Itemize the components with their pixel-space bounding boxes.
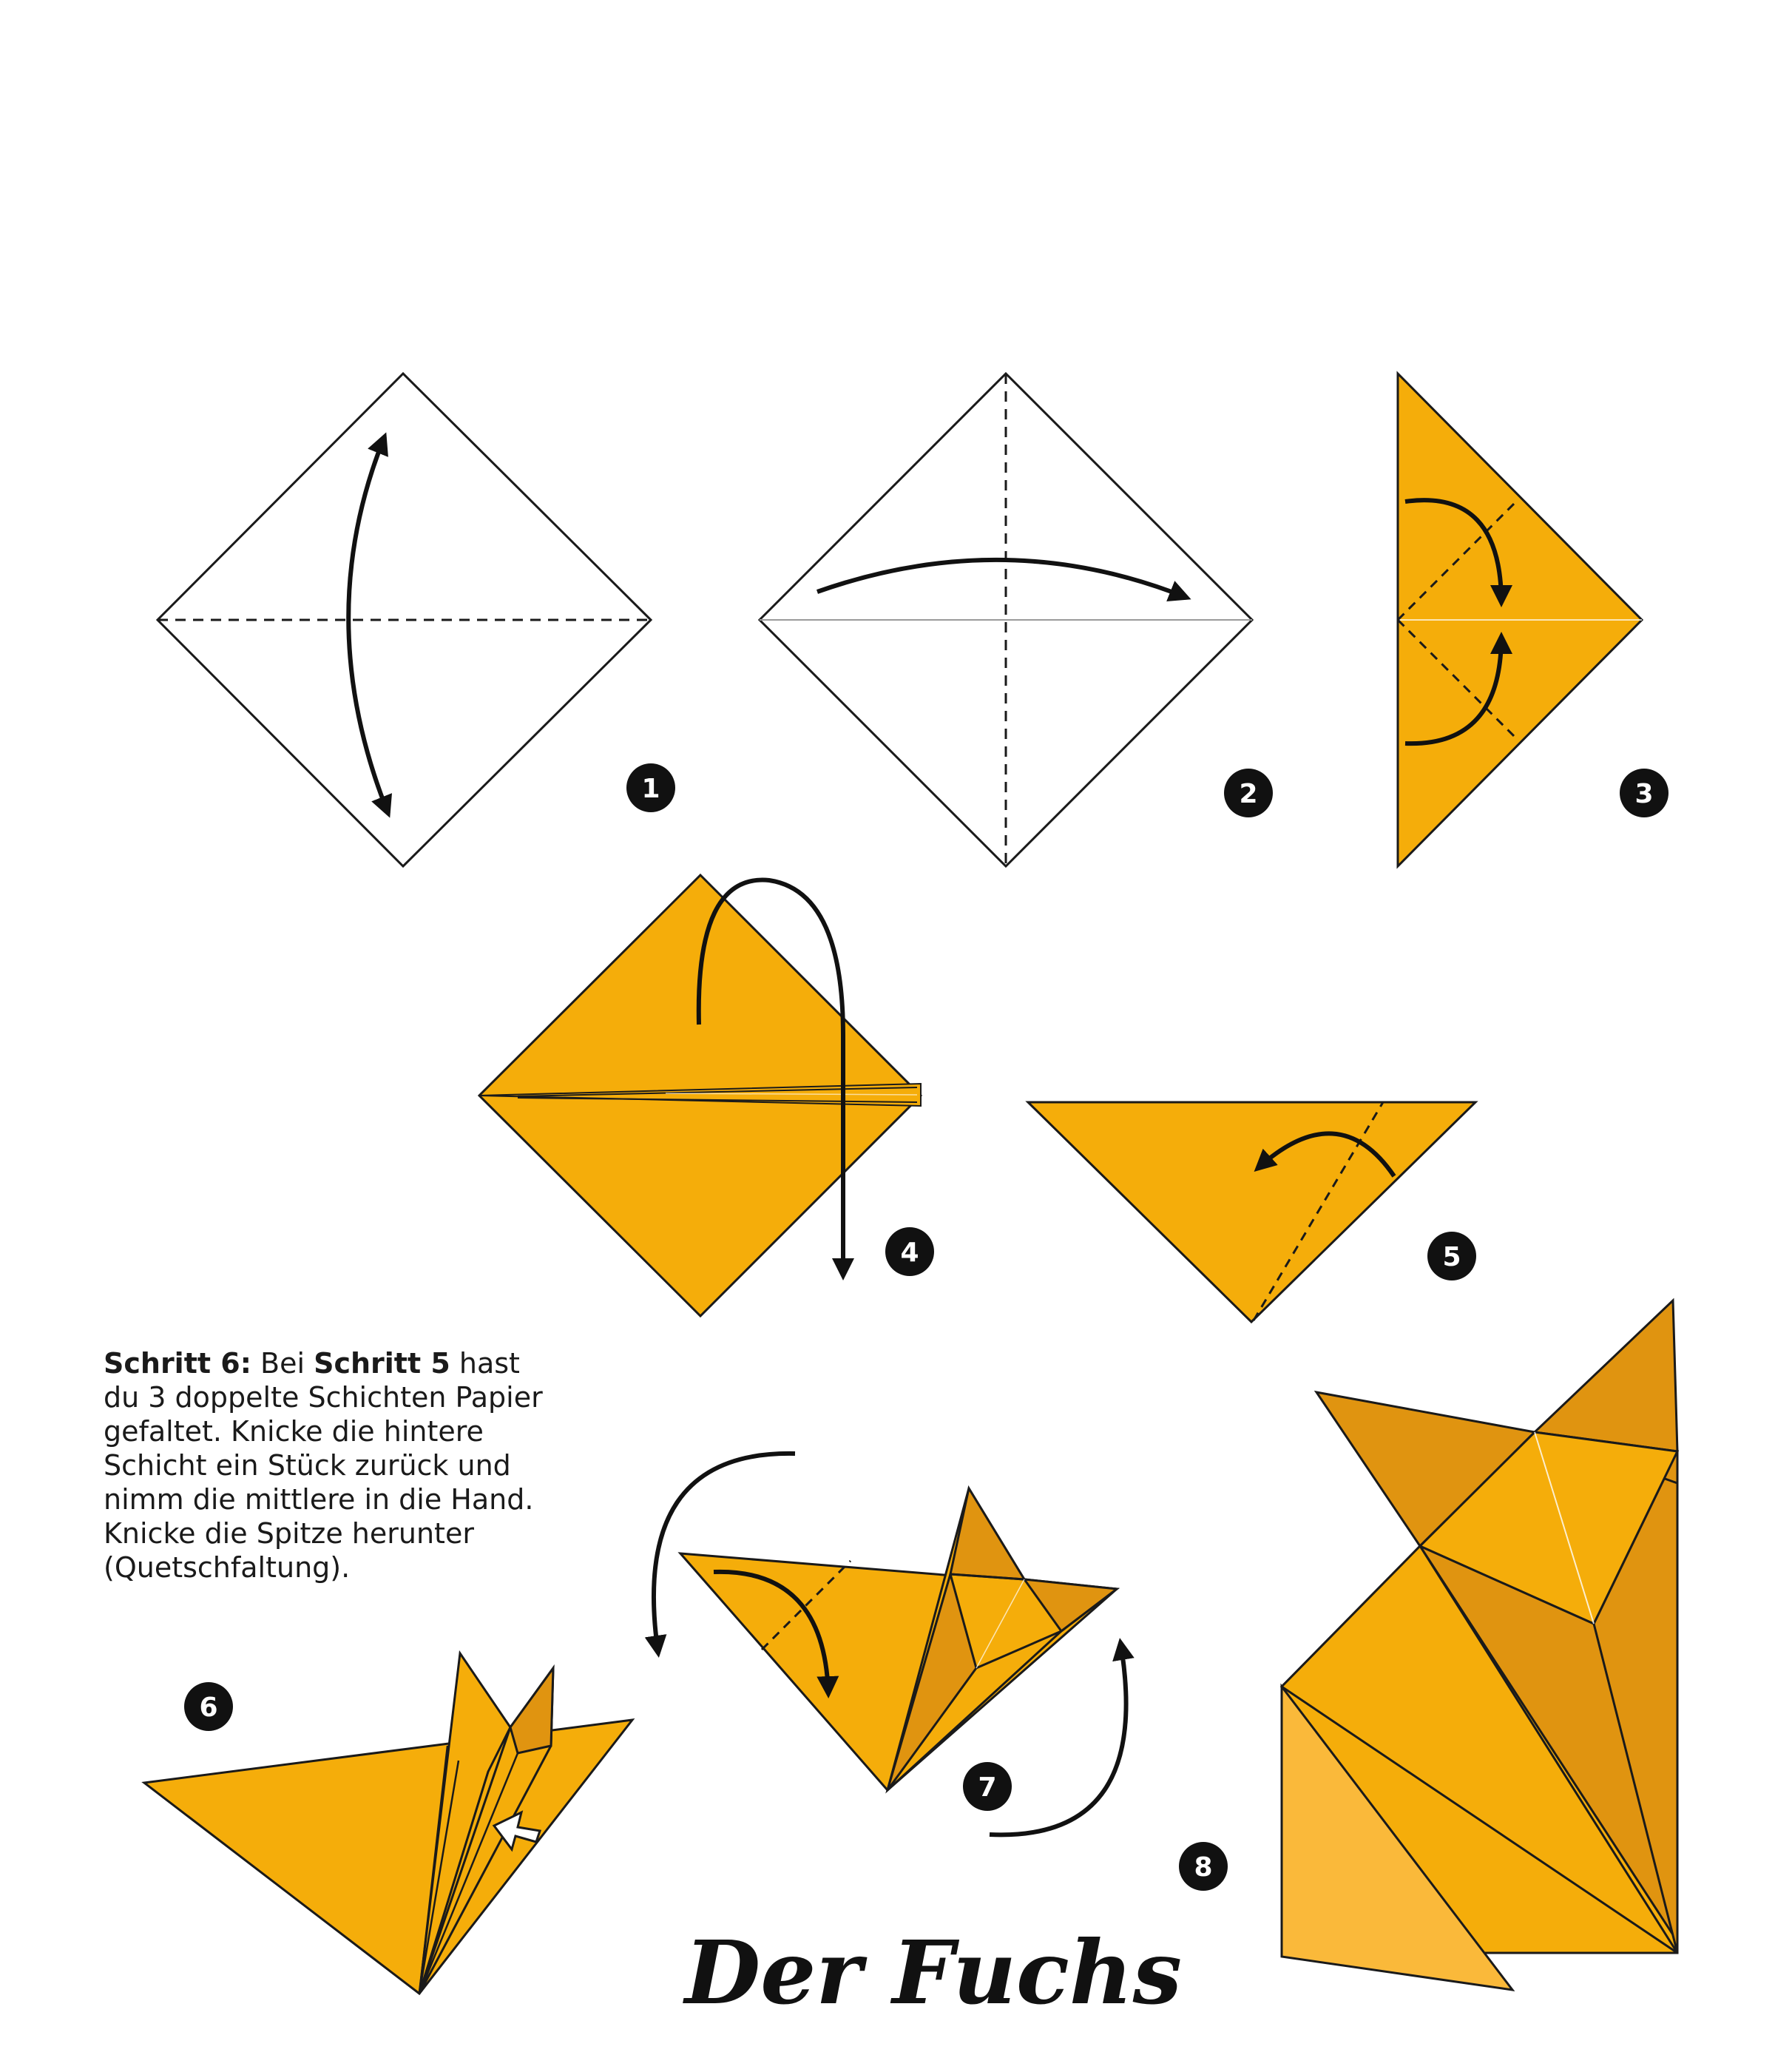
step-number-4: 4 — [900, 1238, 919, 1268]
step-7-figure — [654, 1454, 1126, 1835]
step-number-5: 5 — [1442, 1242, 1461, 1272]
step-2-figure — [760, 374, 1252, 866]
step-number-2: 2 — [1239, 779, 1258, 809]
instructions-text-a: Bei — [251, 1347, 314, 1380]
step-number-3: 3 — [1634, 779, 1654, 809]
step-number-6: 6 — [199, 1693, 218, 1723]
step-number-8: 8 — [1194, 1852, 1213, 1883]
step-number-1: 1 — [641, 774, 660, 804]
instructions-step5-label: Schritt 5 — [314, 1347, 450, 1380]
diagram-title: Der Fuchs — [684, 1921, 1183, 2024]
step-5-figure — [1028, 1102, 1475, 1322]
step-3-figure — [1398, 374, 1642, 866]
step-6-instructions — [104, 1346, 562, 1585]
step-number-7: 7 — [978, 1772, 997, 1803]
step-4-figure — [479, 875, 921, 1316]
instructions-text-b: hast du 3 doppelte Schichten Papier gefaltet. Knicke die hintere Schicht ein Stück zurück und nimm die mittlere in die Hand. Knicke die Spitze herunter (Quetschfaltung). — [104, 1347, 543, 1584]
step-8-figure — [1282, 1300, 1677, 1990]
step-1-figure — [158, 374, 651, 866]
instructions-step6-label: Schritt 6: — [104, 1347, 251, 1380]
